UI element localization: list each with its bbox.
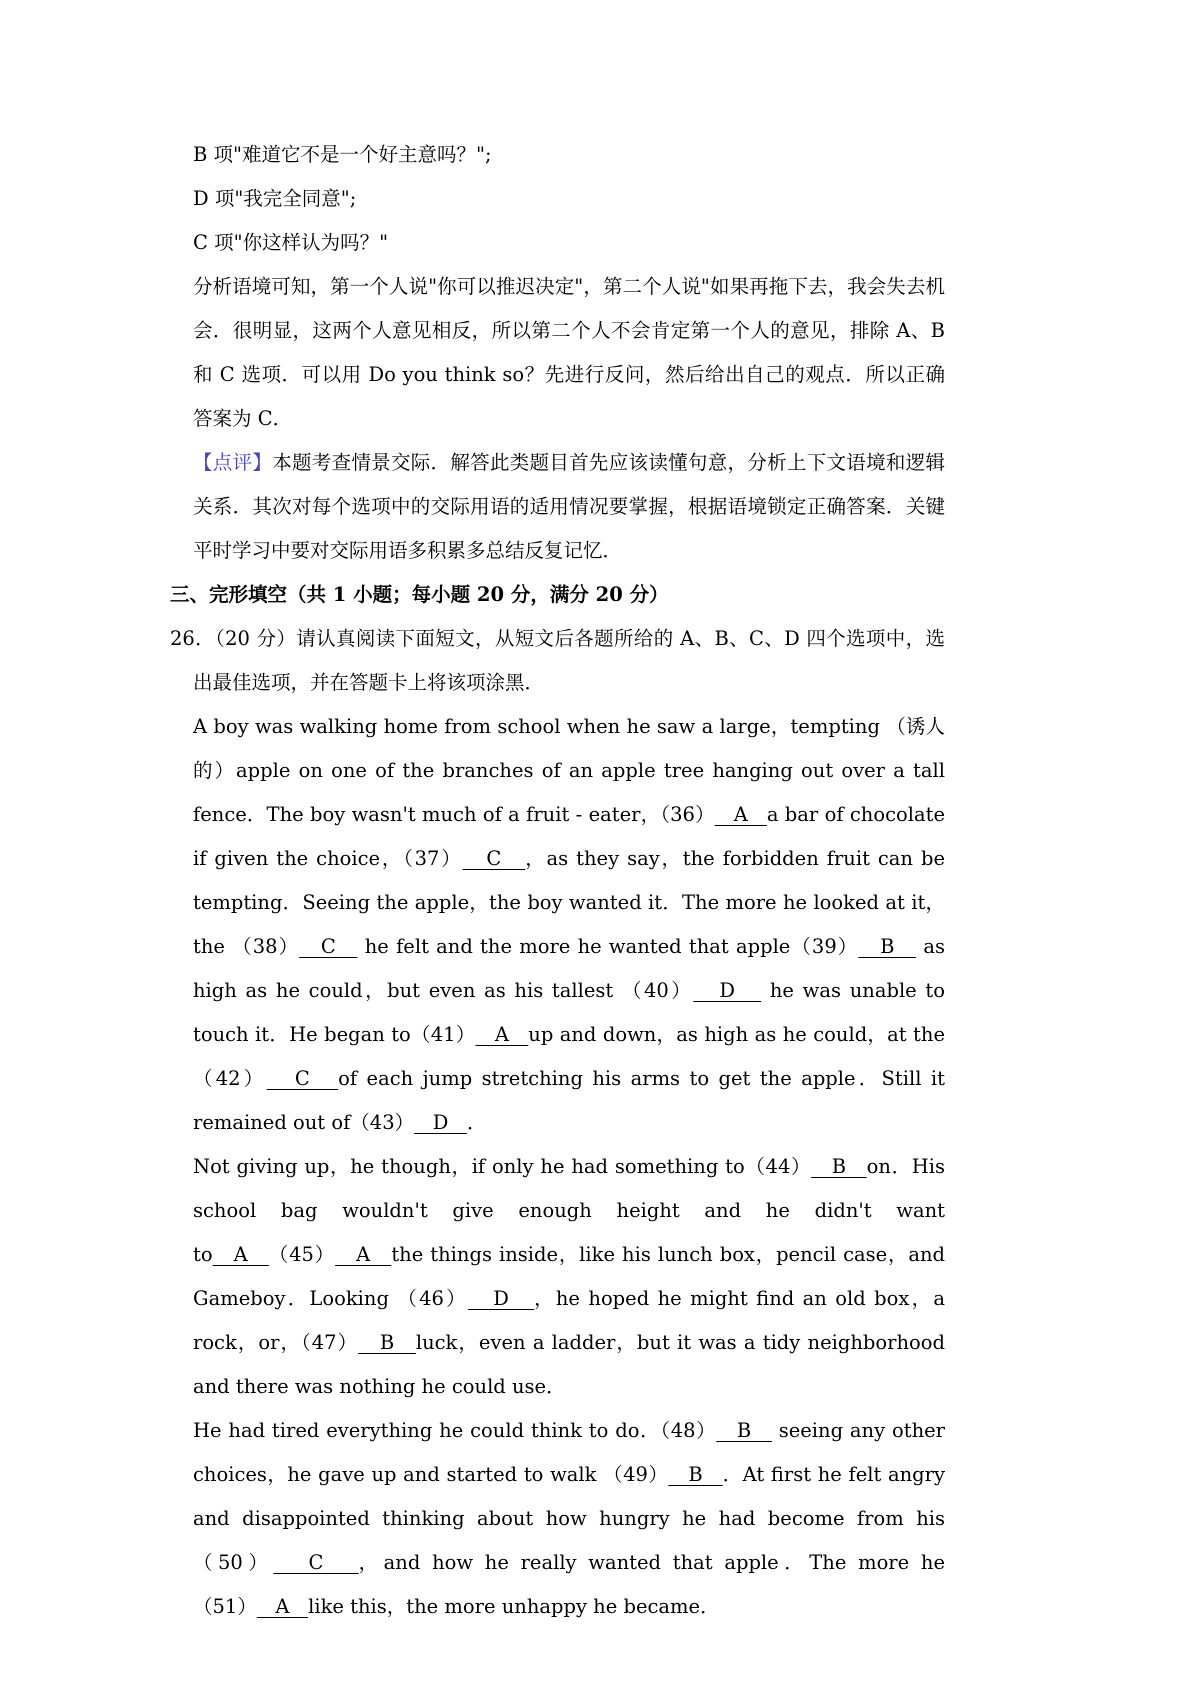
cloze-blank-answer: D	[467, 1287, 535, 1310]
passage-text-run: he felt and the more he wanted that apple（39）	[357, 935, 859, 958]
cloze-blank-answer: B	[716, 1419, 772, 1442]
cloze-blank-answer: A	[256, 1595, 309, 1618]
comment-text: 本题考查情景交际．解答此类题目首先应该读懂句意，分析上下文语境和逻辑关系．其次对每个选项中的交际用语的适用情况要掌握，根据语境锁定正确答案．关键平时学习中要对交际用语多积累多总结反复记忆．	[193, 451, 945, 562]
cloze-blank-answer: A	[714, 803, 767, 826]
analysis-option-d: D 项"我完全同意";	[193, 187, 357, 210]
cloze-blank-answer: D	[414, 1111, 467, 1134]
cloze-blank-answer: B	[858, 935, 917, 958]
cloze-blank-answer: A	[335, 1243, 392, 1266]
passage-text-run: ，as they say，the forbidden fruit can be tempting．Seeing the apple，the boy wanted it．The more he looked at it，the （38）	[193, 847, 945, 958]
passage-text-run: of each jump stretching his arms to get the apple．Still it remained out of（43）	[193, 1067, 945, 1134]
section-heading-cloze: 三、完形填空（共 1 小题；每小题 20 分，满分 20 分）	[170, 583, 669, 606]
cloze-blank-answer: A	[212, 1243, 269, 1266]
cloze-blank-answer: C	[462, 847, 526, 870]
passage-text-run: like this，the more unhappy he became．	[308, 1595, 720, 1618]
cloze-blank-answer: B	[358, 1331, 416, 1354]
passage-text-run: He had tired everything he could think to do．（48）	[193, 1419, 717, 1442]
passage-text-run: A boy was walking home from school when he saw a large，tempting （诱人的）apple on one of the branches of an apple tree hanging out over a tall fence．The boy wasn't much of a fruit - eater，（36）	[193, 715, 945, 826]
comment-paragraph	[193, 441, 945, 573]
cloze-blank-answer: B	[668, 1463, 723, 1486]
cloze-blank-answer: D	[693, 979, 762, 1002]
passage-text-run: ，he hoped he might find an old box，a rock，or，（47）	[193, 1287, 945, 1354]
passage-text-run: （45）	[268, 1243, 336, 1266]
analysis-option-b: B 项"难道它不是一个好主意吗？";	[193, 143, 492, 166]
question-26-intro: 26．（20 分）请认真阅读下面短文，从短文后各题所给的 A、B、C、D 四个选项中，选出最佳选项，并在答题卡上将该项涂黑．	[170, 627, 945, 694]
passage-text-run: Not giving up，he though，if only he had something to（44）	[193, 1155, 812, 1178]
passage-text-run: ，and how he really wanted that apple．The more he（51）	[193, 1551, 945, 1618]
analysis-option-c: C 项"你这样认为吗？"	[193, 231, 389, 254]
cloze-blank-answer: C	[273, 1551, 359, 1574]
passage-paragraph-3	[193, 1409, 945, 1629]
passage-text-run: the things inside，like his lunch box，pencil case，and Gameboy．Looking （46）	[193, 1243, 945, 1310]
passage-text-run: he was unable to touch it．He began to（41）	[193, 979, 945, 1046]
passage-text-run: as high as he could，but even as his tallest （40）	[193, 935, 945, 1002]
passage-text-run: seeing any other choices，he gave up and started to walk （49）	[193, 1419, 945, 1486]
passage-paragraph-2	[193, 1145, 945, 1409]
analysis-context: 分析语境可知，第一个人说"你可以推迟决定"，第二个人说"如果再拖下去，我会失去机会．很明显，这两个人意见相反，所以第二个人不会肯定第一个人的意见，排除 A、B 和 C 选项．可以用 Do you think so？先进行反问，然后给出自己的观点．所以正确答案为 C．	[193, 275, 945, 430]
cloze-passage	[170, 705, 945, 1629]
passage-text-run: up and down，as high as he could，at the（42）	[193, 1023, 945, 1090]
passage-text-run: a bar of chocolate if given the choice，（37）	[193, 803, 945, 870]
cloze-blank-answer: C	[266, 1067, 339, 1090]
passage-text-run: ．At first he felt angry and disappointed thinking about how hungry he had become from his（50）	[193, 1463, 945, 1574]
cloze-blank-answer: C	[299, 935, 358, 958]
comment-label: 【点评】	[193, 451, 273, 474]
passage-text-run: on．His school bag wouldn't give enough height and he didn't want to	[193, 1155, 945, 1266]
passage-text-run: ．	[466, 1111, 487, 1134]
passage-text-run: luck，even a ladder，but it was a tidy neighborhood and there was nothing he could use．	[193, 1331, 945, 1398]
passage-paragraph-1	[193, 705, 945, 1145]
cloze-blank-answer: B	[811, 1155, 867, 1178]
cloze-blank-answer: A	[475, 1023, 529, 1046]
